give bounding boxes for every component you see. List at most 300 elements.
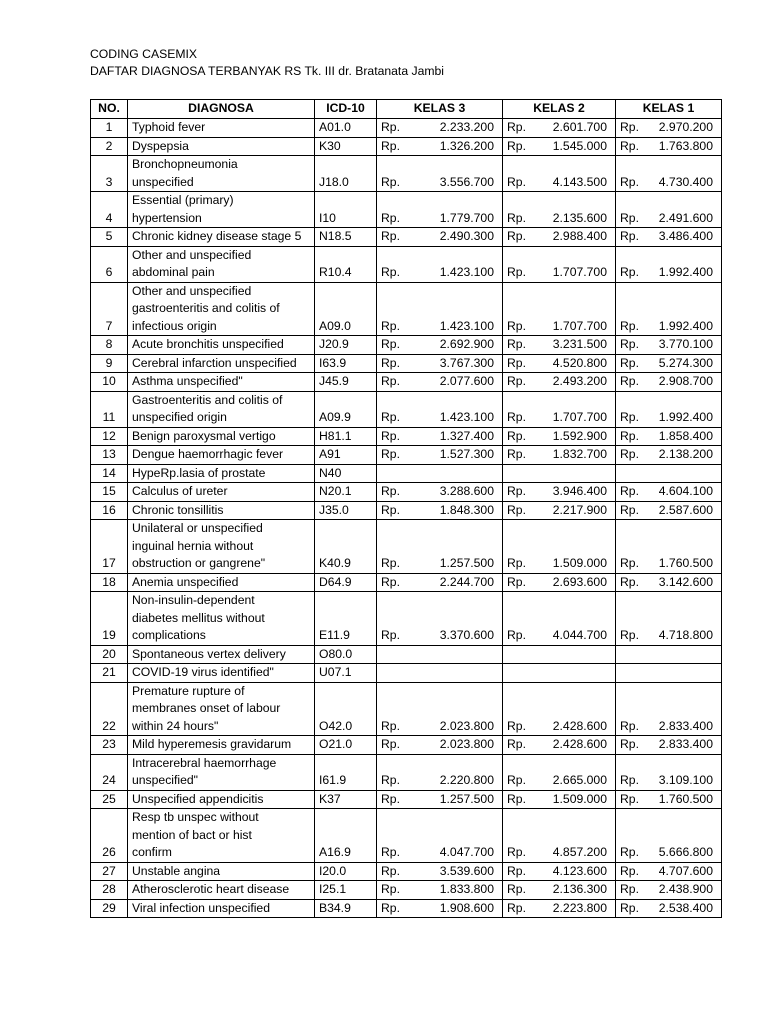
tariff-k3-cell <box>377 790 503 809</box>
tariff-amount: 4.730.400 <box>658 174 713 189</box>
currency-label: Rp. <box>507 882 526 896</box>
tariff-k3-cell <box>377 156 503 192</box>
icd10-cell: I10 <box>315 192 377 228</box>
col-header-kelas3: KELAS 3 <box>377 100 503 119</box>
currency-label: Rp. <box>620 210 639 225</box>
diagnosis-cell: Atherosclerotic heart disease <box>128 881 315 900</box>
tariff-amount: 2.833.400 <box>658 718 713 733</box>
row-number: 8 <box>91 336 128 355</box>
currency-label: Rp. <box>620 556 639 570</box>
tariff-k3-cell <box>377 881 503 900</box>
tariff-amount: 2.438.900 <box>658 882 713 896</box>
currency-label: Rp. <box>507 863 526 878</box>
currency-label: Rp. <box>381 791 400 806</box>
diagnosis-cell: Bronchopneumonia unspecified <box>128 156 315 192</box>
tariff-amount: 1.992.400 <box>658 410 713 424</box>
currency-label: Rp. <box>507 718 526 733</box>
currency-label: Rp. <box>381 900 400 915</box>
row-number: 28 <box>91 881 128 900</box>
tariff-k1-cell <box>616 391 722 427</box>
tariff-k2-cell <box>503 736 616 755</box>
tariff-k2-cell <box>503 354 616 373</box>
row-number: 25 <box>91 790 128 809</box>
currency-label: Rp. <box>381 265 400 279</box>
tariff-k1-cell <box>616 373 722 392</box>
tariff-k1-cell <box>616 119 722 138</box>
currency-label: Rp. <box>620 773 639 787</box>
row-number: 9 <box>91 354 128 373</box>
tariff-amount: 2.023.800 <box>439 718 494 733</box>
currency-label: Rp. <box>381 210 400 225</box>
row-number: 14 <box>91 464 128 483</box>
table-row <box>91 391 722 427</box>
currency-label: Rp. <box>620 318 639 333</box>
currency-label: Rp. <box>381 628 400 642</box>
table-row <box>91 881 722 900</box>
diagnosis-cell: Calculus of ureter <box>128 483 315 502</box>
row-number: 19 <box>91 592 128 646</box>
table-row <box>91 736 722 755</box>
tariff-k2-cell <box>503 427 616 446</box>
tariff-amount: 3.770.100 <box>658 337 713 351</box>
currency-label: Rp. <box>507 337 526 351</box>
diagnosis-cell: Chronic kidney disease stage 5 <box>128 228 315 247</box>
icd10-cell: N18.5 <box>315 228 377 247</box>
table-row <box>91 483 722 502</box>
tariff-amount: 2.665.000 <box>552 773 607 787</box>
currency-label: Rp. <box>381 882 400 896</box>
table-row <box>91 354 722 373</box>
tariff-k2-cell <box>503 862 616 881</box>
tariff-amount: 1.707.700 <box>552 265 607 279</box>
diagnosis-cell: Unstable angina <box>128 862 315 881</box>
icd10-cell: I61.9 <box>315 754 377 790</box>
row-number: 12 <box>91 427 128 446</box>
tariff-amount: 2.693.600 <box>552 574 607 589</box>
currency-label: Rp. <box>507 556 526 570</box>
tariff-amount: 2.217.900 <box>552 502 607 517</box>
tariff-k1-cell <box>616 228 722 247</box>
col-header-kelas2: KELAS 2 <box>503 100 616 119</box>
currency-label: Rp. <box>620 718 639 733</box>
table-row <box>91 682 722 736</box>
currency-label: Rp. <box>507 845 526 859</box>
tariff-amount: 3.109.100 <box>658 773 713 787</box>
tariff-amount: 2.970.200 <box>658 120 713 134</box>
tariff-amount: 1.760.500 <box>658 556 713 570</box>
currency-label: Rp. <box>507 318 526 333</box>
currency-label: Rp. <box>507 410 526 424</box>
row-number: 5 <box>91 228 128 247</box>
tariff-amount: 2.220.800 <box>439 773 494 787</box>
diagnosis-cell: Viral infection unspecified <box>128 899 315 918</box>
tariff-amount: 1.858.400 <box>658 428 713 443</box>
currency-label: Rp. <box>620 863 639 878</box>
table-row <box>91 520 722 574</box>
tariff-amount: 1.257.500 <box>439 791 494 806</box>
tariff-amount: 3.288.600 <box>439 484 494 498</box>
tariff-k3-cell <box>377 282 503 336</box>
tariff-k1-cell <box>616 573 722 592</box>
currency-label: Rp. <box>507 120 526 134</box>
tariff-amount: 2.233.200 <box>439 120 494 134</box>
tariff-k3-cell <box>377 754 503 790</box>
tariff-amount: 4.520.800 <box>552 355 607 370</box>
tariff-k2-cell <box>503 592 616 646</box>
tariff-amount: 3.539.600 <box>439 863 494 878</box>
tariff-k3-cell <box>377 645 503 664</box>
icd10-cell: K30 <box>315 137 377 156</box>
diagnosis-cell: Asthma unspecified" <box>128 373 315 392</box>
currency-label: Rp. <box>507 355 526 370</box>
document-header <box>90 46 444 80</box>
tariff-k2-cell <box>503 520 616 574</box>
currency-label: Rp. <box>507 447 526 461</box>
tariff-amount: 2.692.900 <box>439 337 494 351</box>
icd10-cell: U07.1 <box>315 664 377 683</box>
tariff-k1-cell <box>616 682 722 736</box>
row-number: 20 <box>91 645 128 664</box>
currency-label: Rp. <box>620 502 639 517</box>
diagnosis-cell: Essential (primary) hypertension <box>128 192 315 228</box>
tariff-k2-cell <box>503 881 616 900</box>
currency-label: Rp. <box>507 628 526 642</box>
tariff-k2-cell <box>503 790 616 809</box>
currency-label: Rp. <box>507 265 526 279</box>
tariff-k1-cell <box>616 501 722 520</box>
tariff-amount: 4.044.700 <box>552 628 607 642</box>
tariff-k3-cell <box>377 899 503 918</box>
tariff-amount: 1.992.400 <box>658 265 713 279</box>
tariff-amount: 4.047.700 <box>439 845 494 859</box>
diagnosis-cell: HypeRp.lasia of prostate <box>128 464 315 483</box>
tariff-k2-cell <box>503 483 616 502</box>
currency-label: Rp. <box>620 737 639 751</box>
tariff-amount: 3.142.600 <box>658 574 713 589</box>
currency-label: Rp. <box>381 318 400 333</box>
tariff-amount: 3.946.400 <box>552 484 607 498</box>
col-header-no: NO. <box>91 100 128 119</box>
currency-label: Rp. <box>620 484 639 498</box>
tariff-amount: 2.136.300 <box>552 882 607 896</box>
tariff-amount: 1.832.700 <box>552 447 607 461</box>
tariff-amount: 1.509.000 <box>552 556 607 570</box>
tariff-amount: 4.718.800 <box>658 628 713 642</box>
icd10-cell: A16.9 <box>315 809 377 863</box>
currency-label: Rp. <box>381 447 400 461</box>
tariff-amount: 1.763.800 <box>658 138 713 153</box>
currency-label: Rp. <box>507 737 526 751</box>
tariff-k1-cell <box>616 592 722 646</box>
currency-label: Rp. <box>620 428 639 443</box>
table-row <box>91 336 722 355</box>
tariff-amount: 2.135.600 <box>552 210 607 225</box>
table-row <box>91 156 722 192</box>
table-row <box>91 754 722 790</box>
diagnosis-cell: Spontaneous vertex delivery <box>128 645 315 664</box>
table-row <box>91 501 722 520</box>
tariff-amount: 3.486.400 <box>658 229 713 243</box>
tariff-amount: 1.423.100 <box>439 318 494 333</box>
currency-label: Rp. <box>507 900 526 915</box>
tariff-k2-cell <box>503 336 616 355</box>
row-number: 23 <box>91 736 128 755</box>
diagnosis-cell: Unilateral or unspecified inguinal hernia without obstruction or gangrene" <box>128 520 315 574</box>
tariff-k1-cell <box>616 754 722 790</box>
tariff-k3-cell <box>377 664 503 683</box>
row-number: 13 <box>91 446 128 465</box>
row-number: 26 <box>91 809 128 863</box>
tariff-k2-cell <box>503 246 616 282</box>
tariff-amount: 1.833.800 <box>439 882 494 896</box>
row-number: 18 <box>91 573 128 592</box>
tariff-k1-cell <box>616 664 722 683</box>
currency-label: Rp. <box>507 229 526 243</box>
diagnosis-cell: Dengue haemorrhagic fever <box>128 446 315 465</box>
currency-label: Rp. <box>620 845 639 859</box>
icd10-cell: J20.9 <box>315 336 377 355</box>
col-header-diagnosa: DIAGNOSA <box>128 100 315 119</box>
table-row <box>91 119 722 138</box>
table-row <box>91 790 722 809</box>
table-row <box>91 809 722 863</box>
table-row <box>91 192 722 228</box>
icd10-cell: H81.1 <box>315 427 377 446</box>
currency-label: Rp. <box>381 374 400 388</box>
tariff-k3-cell <box>377 862 503 881</box>
currency-label: Rp. <box>381 773 400 787</box>
tariff-k3-cell <box>377 336 503 355</box>
currency-label: Rp. <box>620 138 639 153</box>
currency-label: Rp. <box>620 229 639 243</box>
tariff-k1-cell <box>616 446 722 465</box>
table-row <box>91 228 722 247</box>
tariff-k3-cell <box>377 391 503 427</box>
tariff-k2-cell <box>503 645 616 664</box>
header-subtitle: DAFTAR DIAGNOSA TERBANYAK RS Tk. III dr. Bratanata Jambi <box>90 64 444 78</box>
tariff-amount: 3.767.300 <box>439 355 494 370</box>
currency-label: Rp. <box>620 174 639 189</box>
diagnosis-cell: Cerebral infarction unspecified <box>128 354 315 373</box>
table-row <box>91 899 722 918</box>
currency-label: Rp. <box>620 882 639 896</box>
diagnosis-cell: Non-insulin-dependent diabetes mellitus without complications <box>128 592 315 646</box>
row-number: 10 <box>91 373 128 392</box>
currency-label: Rp. <box>620 374 639 388</box>
currency-label: Rp. <box>507 374 526 388</box>
currency-label: Rp. <box>620 628 639 642</box>
table-row <box>91 664 722 683</box>
header-title: CODING CASEMIX <box>90 47 197 61</box>
tariff-k1-cell <box>616 809 722 863</box>
tariff-amount: 1.423.100 <box>439 410 494 424</box>
tariff-amount: 1.760.500 <box>658 791 713 806</box>
icd10-cell: B34.9 <box>315 899 377 918</box>
tariff-amount: 4.123.600 <box>552 863 607 878</box>
diagnosis-table <box>90 99 722 918</box>
tariff-amount: 1.848.300 <box>439 502 494 517</box>
currency-label: Rp. <box>620 410 639 424</box>
tariff-k3-cell <box>377 137 503 156</box>
tariff-amount: 2.428.600 <box>552 718 607 733</box>
row-number: 21 <box>91 664 128 683</box>
tariff-amount: 1.509.000 <box>552 791 607 806</box>
currency-label: Rp. <box>507 791 526 806</box>
col-header-icd10: ICD-10 <box>315 100 377 119</box>
tariff-k1-cell <box>616 464 722 483</box>
currency-label: Rp. <box>507 210 526 225</box>
currency-label: Rp. <box>381 718 400 733</box>
diagnosis-cell: Acute bronchitis unspecified <box>128 336 315 355</box>
tariff-k2-cell <box>503 192 616 228</box>
icd10-cell: E11.9 <box>315 592 377 646</box>
diagnosis-cell: Other and unspecified abdominal pain <box>128 246 315 282</box>
row-number: 29 <box>91 899 128 918</box>
tariff-k2-cell <box>503 391 616 427</box>
tariff-k1-cell <box>616 899 722 918</box>
icd10-cell: N40 <box>315 464 377 483</box>
icd10-cell: N20.1 <box>315 483 377 502</box>
diagnosis-cell: Other and unspecified gastroenteritis and colitis of infectious origin <box>128 282 315 336</box>
currency-label: Rp. <box>507 502 526 517</box>
icd10-cell: J45.9 <box>315 373 377 392</box>
tariff-k3-cell <box>377 464 503 483</box>
tariff-amount: 1.779.700 <box>439 210 494 225</box>
diagnosis-cell: Anemia unspecified <box>128 573 315 592</box>
tariff-k3-cell <box>377 192 503 228</box>
currency-label: Rp. <box>381 737 400 751</box>
col-header-kelas1: KELAS 1 <box>616 100 722 119</box>
currency-label: Rp. <box>381 863 400 878</box>
diagnosis-cell: Dyspepsia <box>128 137 315 156</box>
tariff-amount: 5.666.800 <box>658 845 713 859</box>
tariff-amount: 1.545.000 <box>552 138 607 153</box>
tariff-k2-cell <box>503 156 616 192</box>
currency-label: Rp. <box>381 174 400 189</box>
tariff-k1-cell <box>616 156 722 192</box>
currency-label: Rp. <box>381 410 400 424</box>
table-row <box>91 573 722 592</box>
tariff-amount: 2.587.600 <box>658 502 713 517</box>
tariff-k3-cell <box>377 427 503 446</box>
currency-label: Rp. <box>381 556 400 570</box>
tariff-amount: 5.274.300 <box>658 355 713 370</box>
tariff-k3-cell <box>377 228 503 247</box>
tariff-amount: 4.707.600 <box>658 863 713 878</box>
tariff-k2-cell <box>503 464 616 483</box>
tariff-k1-cell <box>616 645 722 664</box>
tariff-amount: 2.244.700 <box>439 574 494 589</box>
tariff-amount: 1.327.400 <box>439 428 494 443</box>
currency-label: Rp. <box>381 337 400 351</box>
tariff-k1-cell <box>616 192 722 228</box>
tariff-amount: 1.707.700 <box>552 318 607 333</box>
tariff-amount: 4.857.200 <box>552 845 607 859</box>
tariff-amount: 2.601.700 <box>552 120 607 134</box>
table-header-row <box>91 100 722 119</box>
tariff-amount: 1.707.700 <box>552 410 607 424</box>
diagnosis-cell: Resp tb unspec without mention of bact or hist confirm <box>128 809 315 863</box>
tariff-amount: 2.138.200 <box>658 447 713 461</box>
row-number: 27 <box>91 862 128 881</box>
tariff-k1-cell <box>616 246 722 282</box>
currency-label: Rp. <box>507 574 526 589</box>
row-number: 4 <box>91 192 128 228</box>
table-row <box>91 282 722 336</box>
icd10-cell: I20.0 <box>315 862 377 881</box>
row-number: 1 <box>91 119 128 138</box>
tariff-k2-cell <box>503 501 616 520</box>
tariff-amount: 2.908.700 <box>658 374 713 388</box>
tariff-amount: 1.908.600 <box>439 900 494 915</box>
tariff-amount: 2.988.400 <box>552 229 607 243</box>
tariff-amount: 3.556.700 <box>439 174 494 189</box>
icd10-cell: O80.0 <box>315 645 377 664</box>
tariff-amount: 4.604.100 <box>658 484 713 498</box>
table-row <box>91 137 722 156</box>
currency-label: Rp. <box>381 428 400 443</box>
icd10-cell: J18.0 <box>315 156 377 192</box>
tariff-k2-cell <box>503 664 616 683</box>
tariff-k3-cell <box>377 520 503 574</box>
table-row <box>91 645 722 664</box>
currency-label: Rp. <box>507 428 526 443</box>
tariff-k2-cell <box>503 899 616 918</box>
tariff-k1-cell <box>616 427 722 446</box>
tariff-amount: 4.143.500 <box>552 174 607 189</box>
tariff-k3-cell <box>377 354 503 373</box>
icd10-cell: A91 <box>315 446 377 465</box>
tariff-amount: 1.992.400 <box>658 318 713 333</box>
currency-label: Rp. <box>620 900 639 915</box>
currency-label: Rp. <box>381 120 400 134</box>
tariff-k3-cell <box>377 682 503 736</box>
tariff-amount: 2.223.800 <box>552 900 607 915</box>
table-row <box>91 862 722 881</box>
currency-label: Rp. <box>381 502 400 517</box>
icd10-cell: A09.0 <box>315 282 377 336</box>
tariff-k2-cell <box>503 446 616 465</box>
tariff-k2-cell <box>503 682 616 736</box>
table-row <box>91 373 722 392</box>
currency-label: Rp. <box>381 845 400 859</box>
tariff-k1-cell <box>616 336 722 355</box>
icd10-cell: K37 <box>315 790 377 809</box>
currency-label: Rp. <box>507 174 526 189</box>
table-row <box>91 446 722 465</box>
tariff-k3-cell <box>377 592 503 646</box>
tariff-k2-cell <box>503 373 616 392</box>
icd10-cell: O42.0 <box>315 682 377 736</box>
tariff-k1-cell <box>616 790 722 809</box>
diagnosis-cell: Premature rupture of membranes onset of labour within 24 hours" <box>128 682 315 736</box>
tariff-k3-cell <box>377 446 503 465</box>
diagnosis-cell: Gastroenteritis and colitis of unspecified origin <box>128 391 315 427</box>
diagnosis-cell: COVID-19 virus identified" <box>128 664 315 683</box>
row-number: 24 <box>91 754 128 790</box>
icd10-cell: R10.4 <box>315 246 377 282</box>
tariff-k1-cell <box>616 137 722 156</box>
diagnosis-cell: Mild hyperemesis gravidarum <box>128 736 315 755</box>
tariff-k3-cell <box>377 501 503 520</box>
tariff-k3-cell <box>377 736 503 755</box>
currency-label: Rp. <box>507 773 526 787</box>
tariff-k2-cell <box>503 754 616 790</box>
row-number: 22 <box>91 682 128 736</box>
diagnosis-cell: Chronic tonsillitis <box>128 501 315 520</box>
icd10-cell: A09.9 <box>315 391 377 427</box>
row-number: 7 <box>91 282 128 336</box>
